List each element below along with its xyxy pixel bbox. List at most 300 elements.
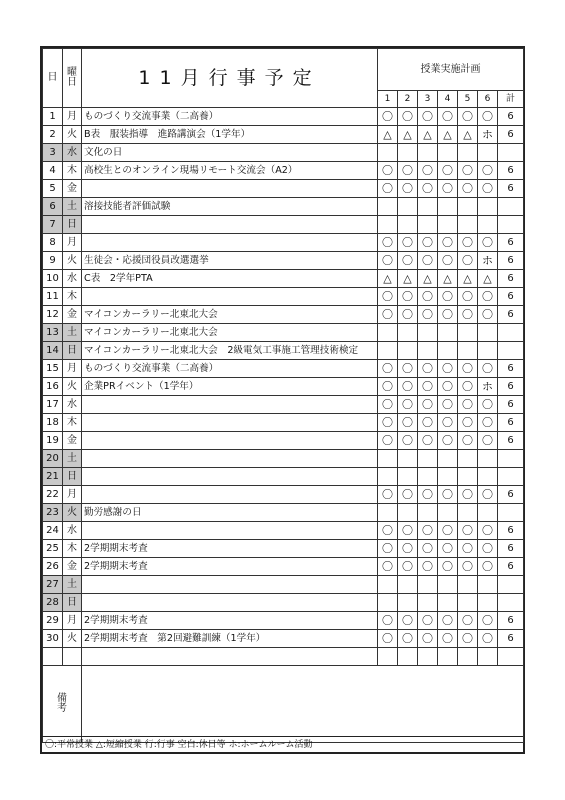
plan-cell: 〇	[458, 432, 478, 450]
weekday-cell: 月	[63, 108, 82, 126]
event-cell: 2学期期末考査	[82, 612, 378, 630]
plan-cell: △	[398, 126, 418, 144]
plan-cell: 〇	[458, 234, 478, 252]
table-row	[43, 198, 524, 216]
table-row	[43, 504, 524, 522]
plan-cell	[458, 216, 478, 234]
event-cell	[82, 468, 378, 486]
weekday-cell: 日	[63, 342, 82, 360]
plan-cell: 〇	[398, 558, 418, 576]
plan-cell	[438, 576, 458, 594]
table-row	[43, 270, 524, 288]
plan-cell	[398, 198, 418, 216]
event-cell: マイコンカーラリー北東北大会	[82, 324, 378, 342]
plan-cell: △	[478, 270, 498, 288]
weekday-cell: 金	[63, 558, 82, 576]
day-cell: 27	[43, 576, 63, 594]
weekday-cell: 土	[63, 450, 82, 468]
plan-col-5: 5	[458, 91, 478, 108]
plan-cell: 〇	[398, 252, 418, 270]
plan-cell: 〇	[398, 486, 418, 504]
day-cell: 16	[43, 378, 63, 396]
plan-cell: 〇	[378, 180, 398, 198]
plan-cell: 〇	[398, 630, 418, 648]
plan-cell: 〇	[478, 558, 498, 576]
table-row	[43, 234, 524, 252]
plan-col-1: 1	[378, 91, 398, 108]
plan-cell	[378, 324, 398, 342]
table-row	[43, 414, 524, 432]
plan-cell	[418, 468, 438, 486]
day-cell: 10	[43, 270, 63, 288]
event-cell	[82, 234, 378, 252]
plan-cell: 〇	[378, 522, 398, 540]
total-cell	[498, 576, 524, 594]
plan-cell: 〇	[438, 360, 458, 378]
table-row	[43, 630, 524, 648]
weekday-cell: 水	[63, 396, 82, 414]
table-row	[43, 162, 524, 180]
day-cell: 15	[43, 360, 63, 378]
plan-cell	[378, 450, 398, 468]
plan-cell: 〇	[478, 396, 498, 414]
total-cell	[498, 324, 524, 342]
plan-cell: 〇	[398, 396, 418, 414]
plan-cell: 〇	[418, 234, 438, 252]
plan-cell: 〇	[438, 252, 458, 270]
header-weekday-text: 曜日	[67, 67, 77, 88]
plan-cell	[398, 594, 418, 612]
event-cell: 文化の日	[82, 144, 378, 162]
plan-cell: △	[458, 270, 478, 288]
event-cell	[82, 180, 378, 198]
plan-cell	[458, 504, 478, 522]
plan-cell	[378, 468, 398, 486]
table-row	[43, 360, 524, 378]
plan-cell: 〇	[438, 630, 458, 648]
plan-cell: 〇	[418, 432, 438, 450]
day-cell: 29	[43, 612, 63, 630]
weekday-cell: 土	[63, 198, 82, 216]
header-weekday	[63, 49, 82, 108]
remarks-area	[82, 666, 524, 743]
day-cell: 14	[43, 342, 63, 360]
remarks-label-text: 備考	[57, 693, 67, 714]
table-row	[43, 324, 524, 342]
plan-cell: 〇	[458, 360, 478, 378]
event-cell	[82, 486, 378, 504]
total-cell: 6	[498, 234, 524, 252]
plan-cell: 〇	[478, 630, 498, 648]
header-day: 日	[43, 49, 63, 108]
total-cell	[498, 198, 524, 216]
plan-cell: 〇	[438, 108, 458, 126]
total-cell: 6	[498, 540, 524, 558]
total-cell	[498, 450, 524, 468]
total-cell: 6	[498, 270, 524, 288]
table-row	[43, 288, 524, 306]
day-cell: 3	[43, 144, 63, 162]
day-cell: 20	[43, 450, 63, 468]
weekday-cell: 火	[63, 504, 82, 522]
total-cell: 6	[498, 306, 524, 324]
plan-cell: 〇	[418, 288, 438, 306]
total-cell: 6	[498, 414, 524, 432]
plan-col-total: 計	[498, 91, 524, 108]
total-cell: 6	[498, 612, 524, 630]
day-cell: 26	[43, 558, 63, 576]
plan-cell	[378, 576, 398, 594]
table-row	[43, 594, 524, 612]
weekday-cell: 金	[63, 180, 82, 198]
plan-cell: 〇	[478, 540, 498, 558]
table-row	[43, 108, 524, 126]
weekday-cell: 木	[63, 162, 82, 180]
day-cell: 1	[43, 108, 63, 126]
plan-cell	[398, 144, 418, 162]
plan-cell	[438, 144, 458, 162]
plan-cell	[398, 468, 418, 486]
plan-cell: 〇	[378, 288, 398, 306]
plan-cell: 〇	[418, 540, 438, 558]
blank-row	[43, 648, 524, 666]
plan-cell	[418, 144, 438, 162]
plan-cell	[398, 504, 418, 522]
plan-cell	[378, 504, 398, 522]
weekday-cell: 月	[63, 360, 82, 378]
plan-cell: 〇	[398, 414, 418, 432]
event-cell	[82, 450, 378, 468]
plan-cell: △	[418, 126, 438, 144]
plan-cell: 〇	[478, 612, 498, 630]
table-row	[43, 486, 524, 504]
plan-cell: 〇	[478, 234, 498, 252]
plan-cell	[418, 576, 438, 594]
weekday-cell: 金	[63, 306, 82, 324]
event-cell	[82, 432, 378, 450]
plan-cell: △	[438, 126, 458, 144]
table-row	[43, 522, 524, 540]
event-cell: マイコンカーラリー北東北大会 2級電気工事施工管理技術検定	[82, 342, 378, 360]
plan-cell: 〇	[418, 612, 438, 630]
total-cell: 6	[498, 396, 524, 414]
plan-cell: 〇	[458, 162, 478, 180]
plan-cell: 〇	[438, 558, 458, 576]
total-cell: 6	[498, 162, 524, 180]
plan-cell: 〇	[438, 288, 458, 306]
legend: 〇:平常授業 △:短縮授業 行:行事 空白:休日等 ホ:ホームルーム活動	[42, 736, 523, 752]
day-cell: 21	[43, 468, 63, 486]
weekday-cell: 水	[63, 144, 82, 162]
event-cell: B表 服装指導 進路講演会（1学年）	[82, 126, 378, 144]
total-cell	[498, 144, 524, 162]
plan-cell: 〇	[378, 432, 398, 450]
total-cell: 6	[498, 108, 524, 126]
plan-cell: 〇	[378, 414, 398, 432]
plan-cell: 〇	[458, 252, 478, 270]
plan-cell: 〇	[458, 108, 478, 126]
plan-cell: 〇	[478, 180, 498, 198]
table-row	[43, 216, 524, 234]
total-cell: 6	[498, 558, 524, 576]
plan-cell: 〇	[438, 432, 458, 450]
plan-cell	[438, 468, 458, 486]
plan-cell: 〇	[478, 432, 498, 450]
schedule-table	[42, 48, 524, 743]
plan-cell	[378, 198, 398, 216]
event-cell	[82, 594, 378, 612]
plan-cell: 〇	[418, 630, 438, 648]
plan-cell: △	[378, 126, 398, 144]
table-row	[43, 450, 524, 468]
total-cell	[498, 342, 524, 360]
event-cell: 生徒会・応援団役員改選選挙	[82, 252, 378, 270]
plan-cell	[458, 594, 478, 612]
table-row	[43, 180, 524, 198]
plan-cell: 〇	[398, 612, 418, 630]
event-cell: 2学期期末考査 第2回避難訓練（1学年）	[82, 630, 378, 648]
plan-cell: 〇	[458, 396, 478, 414]
plan-cell: 〇	[438, 522, 458, 540]
total-cell: 6	[498, 360, 524, 378]
day-cell: 17	[43, 396, 63, 414]
plan-cell: 〇	[438, 414, 458, 432]
plan-cell	[478, 342, 498, 360]
event-cell: 企業PRイベント（1学年）	[82, 378, 378, 396]
total-cell: 6	[498, 522, 524, 540]
plan-header: 授業実施計画	[378, 49, 524, 91]
plan-cell: 〇	[458, 288, 478, 306]
weekday-cell: 木	[63, 288, 82, 306]
plan-cell: 〇	[398, 180, 418, 198]
plan-cell: 〇	[418, 252, 438, 270]
table-row	[43, 576, 524, 594]
plan-cell	[478, 504, 498, 522]
total-cell: 6	[498, 432, 524, 450]
plan-cell: 〇	[398, 378, 418, 396]
plan-cell	[438, 198, 458, 216]
day-cell: 9	[43, 252, 63, 270]
schedule-sheet	[40, 46, 525, 754]
plan-cell: △	[398, 270, 418, 288]
day-cell: 23	[43, 504, 63, 522]
page-title: 11月行事予定	[82, 49, 378, 108]
event-cell: 高校生とのオンライン現場リモート交流会（A2）	[82, 162, 378, 180]
plan-cell	[438, 594, 458, 612]
plan-cell	[438, 450, 458, 468]
weekday-cell: 火	[63, 252, 82, 270]
weekday-cell: 火	[63, 378, 82, 396]
plan-cell	[458, 450, 478, 468]
plan-cell: 〇	[378, 360, 398, 378]
day-cell: 13	[43, 324, 63, 342]
plan-cell: 〇	[418, 522, 438, 540]
plan-cell: 〇	[398, 540, 418, 558]
plan-cell: 〇	[478, 360, 498, 378]
plan-cell: 〇	[458, 540, 478, 558]
plan-cell: 〇	[418, 486, 438, 504]
plan-cell: 〇	[458, 414, 478, 432]
plan-cell: 〇	[458, 558, 478, 576]
plan-cell	[458, 576, 478, 594]
remarks-label	[43, 666, 82, 743]
day-cell: 22	[43, 486, 63, 504]
event-cell	[82, 414, 378, 432]
day-cell: 2	[43, 126, 63, 144]
weekday-cell: 金	[63, 432, 82, 450]
plan-cell: 〇	[438, 540, 458, 558]
day-cell: 25	[43, 540, 63, 558]
plan-cell	[418, 450, 438, 468]
plan-cell: 〇	[378, 378, 398, 396]
plan-cell: △	[458, 126, 478, 144]
total-cell	[498, 504, 524, 522]
day-cell: 8	[43, 234, 63, 252]
plan-cell: 〇	[398, 306, 418, 324]
plan-cell	[478, 576, 498, 594]
plan-cell: 〇	[418, 396, 438, 414]
plan-cell: 〇	[438, 612, 458, 630]
event-cell: ものづくり交流事業（二高養）	[82, 360, 378, 378]
plan-cell: 〇	[378, 540, 398, 558]
plan-cell: 〇	[418, 108, 438, 126]
plan-cell	[418, 594, 438, 612]
event-cell	[82, 288, 378, 306]
day-cell: 7	[43, 216, 63, 234]
plan-cell: ホ	[478, 126, 498, 144]
plan-cell: 〇	[378, 234, 398, 252]
weekday-cell: 火	[63, 630, 82, 648]
plan-cell: 〇	[458, 612, 478, 630]
schedule-rows	[43, 108, 524, 648]
weekday-cell: 日	[63, 468, 82, 486]
plan-cell	[478, 198, 498, 216]
plan-cell: 〇	[378, 558, 398, 576]
plan-cell	[458, 198, 478, 216]
plan-cell: 〇	[398, 360, 418, 378]
plan-cell: 〇	[418, 378, 438, 396]
weekday-cell: 月	[63, 486, 82, 504]
plan-cell	[398, 576, 418, 594]
plan-cell	[478, 450, 498, 468]
plan-cell: 〇	[478, 162, 498, 180]
plan-cell: 〇	[438, 234, 458, 252]
plan-cell: △	[438, 270, 458, 288]
weekday-cell: 日	[63, 594, 82, 612]
plan-cell: 〇	[378, 630, 398, 648]
event-cell	[82, 216, 378, 234]
plan-cell: 〇	[478, 306, 498, 324]
plan-cell: 〇	[418, 558, 438, 576]
plan-cell	[478, 216, 498, 234]
total-cell	[498, 468, 524, 486]
plan-cell	[458, 324, 478, 342]
event-cell: ものづくり交流事業（二高養）	[82, 108, 378, 126]
total-cell	[498, 216, 524, 234]
plan-cell	[438, 324, 458, 342]
plan-cell: 〇	[418, 180, 438, 198]
plan-cell: 〇	[378, 396, 398, 414]
plan-cell: ホ	[478, 378, 498, 396]
plan-cell	[478, 144, 498, 162]
total-cell: 6	[498, 486, 524, 504]
plan-cell: 〇	[458, 630, 478, 648]
plan-cell: 〇	[398, 432, 418, 450]
plan-cell	[378, 594, 398, 612]
event-cell: 2学期期末考査	[82, 540, 378, 558]
plan-cell: 〇	[418, 360, 438, 378]
plan-cell: 〇	[478, 486, 498, 504]
plan-cell: ホ	[478, 252, 498, 270]
plan-cell	[438, 342, 458, 360]
plan-cell	[438, 504, 458, 522]
plan-cell	[458, 342, 478, 360]
weekday-cell: 水	[63, 270, 82, 288]
plan-cell: 〇	[378, 486, 398, 504]
total-cell: 6	[498, 252, 524, 270]
plan-cell: 〇	[478, 414, 498, 432]
plan-cell: 〇	[378, 162, 398, 180]
plan-cell: 〇	[438, 396, 458, 414]
event-cell: 溶接技能者評価試験	[82, 198, 378, 216]
plan-cell	[438, 216, 458, 234]
plan-cell	[398, 324, 418, 342]
plan-cell: 〇	[438, 306, 458, 324]
weekday-cell: 火	[63, 126, 82, 144]
event-cell	[82, 522, 378, 540]
plan-cell	[378, 144, 398, 162]
day-cell: 6	[43, 198, 63, 216]
plan-cell: △	[378, 270, 398, 288]
plan-cell	[418, 504, 438, 522]
table-row	[43, 540, 524, 558]
plan-cell	[398, 342, 418, 360]
plan-cell: 〇	[438, 486, 458, 504]
event-cell: 勤労感謝の日	[82, 504, 378, 522]
plan-cell: 〇	[458, 378, 478, 396]
plan-cell: 〇	[378, 306, 398, 324]
plan-cell	[418, 198, 438, 216]
weekday-cell: 日	[63, 216, 82, 234]
plan-col-3: 3	[418, 91, 438, 108]
plan-cell	[398, 216, 418, 234]
plan-cell	[418, 324, 438, 342]
weekday-cell: 土	[63, 324, 82, 342]
plan-cell: 〇	[478, 108, 498, 126]
plan-cell: 〇	[418, 162, 438, 180]
table-row	[43, 468, 524, 486]
event-cell	[82, 576, 378, 594]
plan-cell: 〇	[418, 306, 438, 324]
plan-cell: 〇	[418, 414, 438, 432]
plan-cell: 〇	[458, 180, 478, 198]
day-cell: 24	[43, 522, 63, 540]
day-cell: 18	[43, 414, 63, 432]
event-cell	[82, 396, 378, 414]
plan-cell: 〇	[398, 288, 418, 306]
event-cell: C表 2学年PTA	[82, 270, 378, 288]
table-row	[43, 306, 524, 324]
plan-cell	[478, 324, 498, 342]
weekday-cell: 水	[63, 522, 82, 540]
plan-cell: 〇	[478, 288, 498, 306]
plan-cell: 〇	[398, 108, 418, 126]
day-cell: 11	[43, 288, 63, 306]
table-row	[43, 144, 524, 162]
plan-col-2: 2	[398, 91, 418, 108]
plan-cell	[458, 468, 478, 486]
plan-cell: 〇	[458, 522, 478, 540]
